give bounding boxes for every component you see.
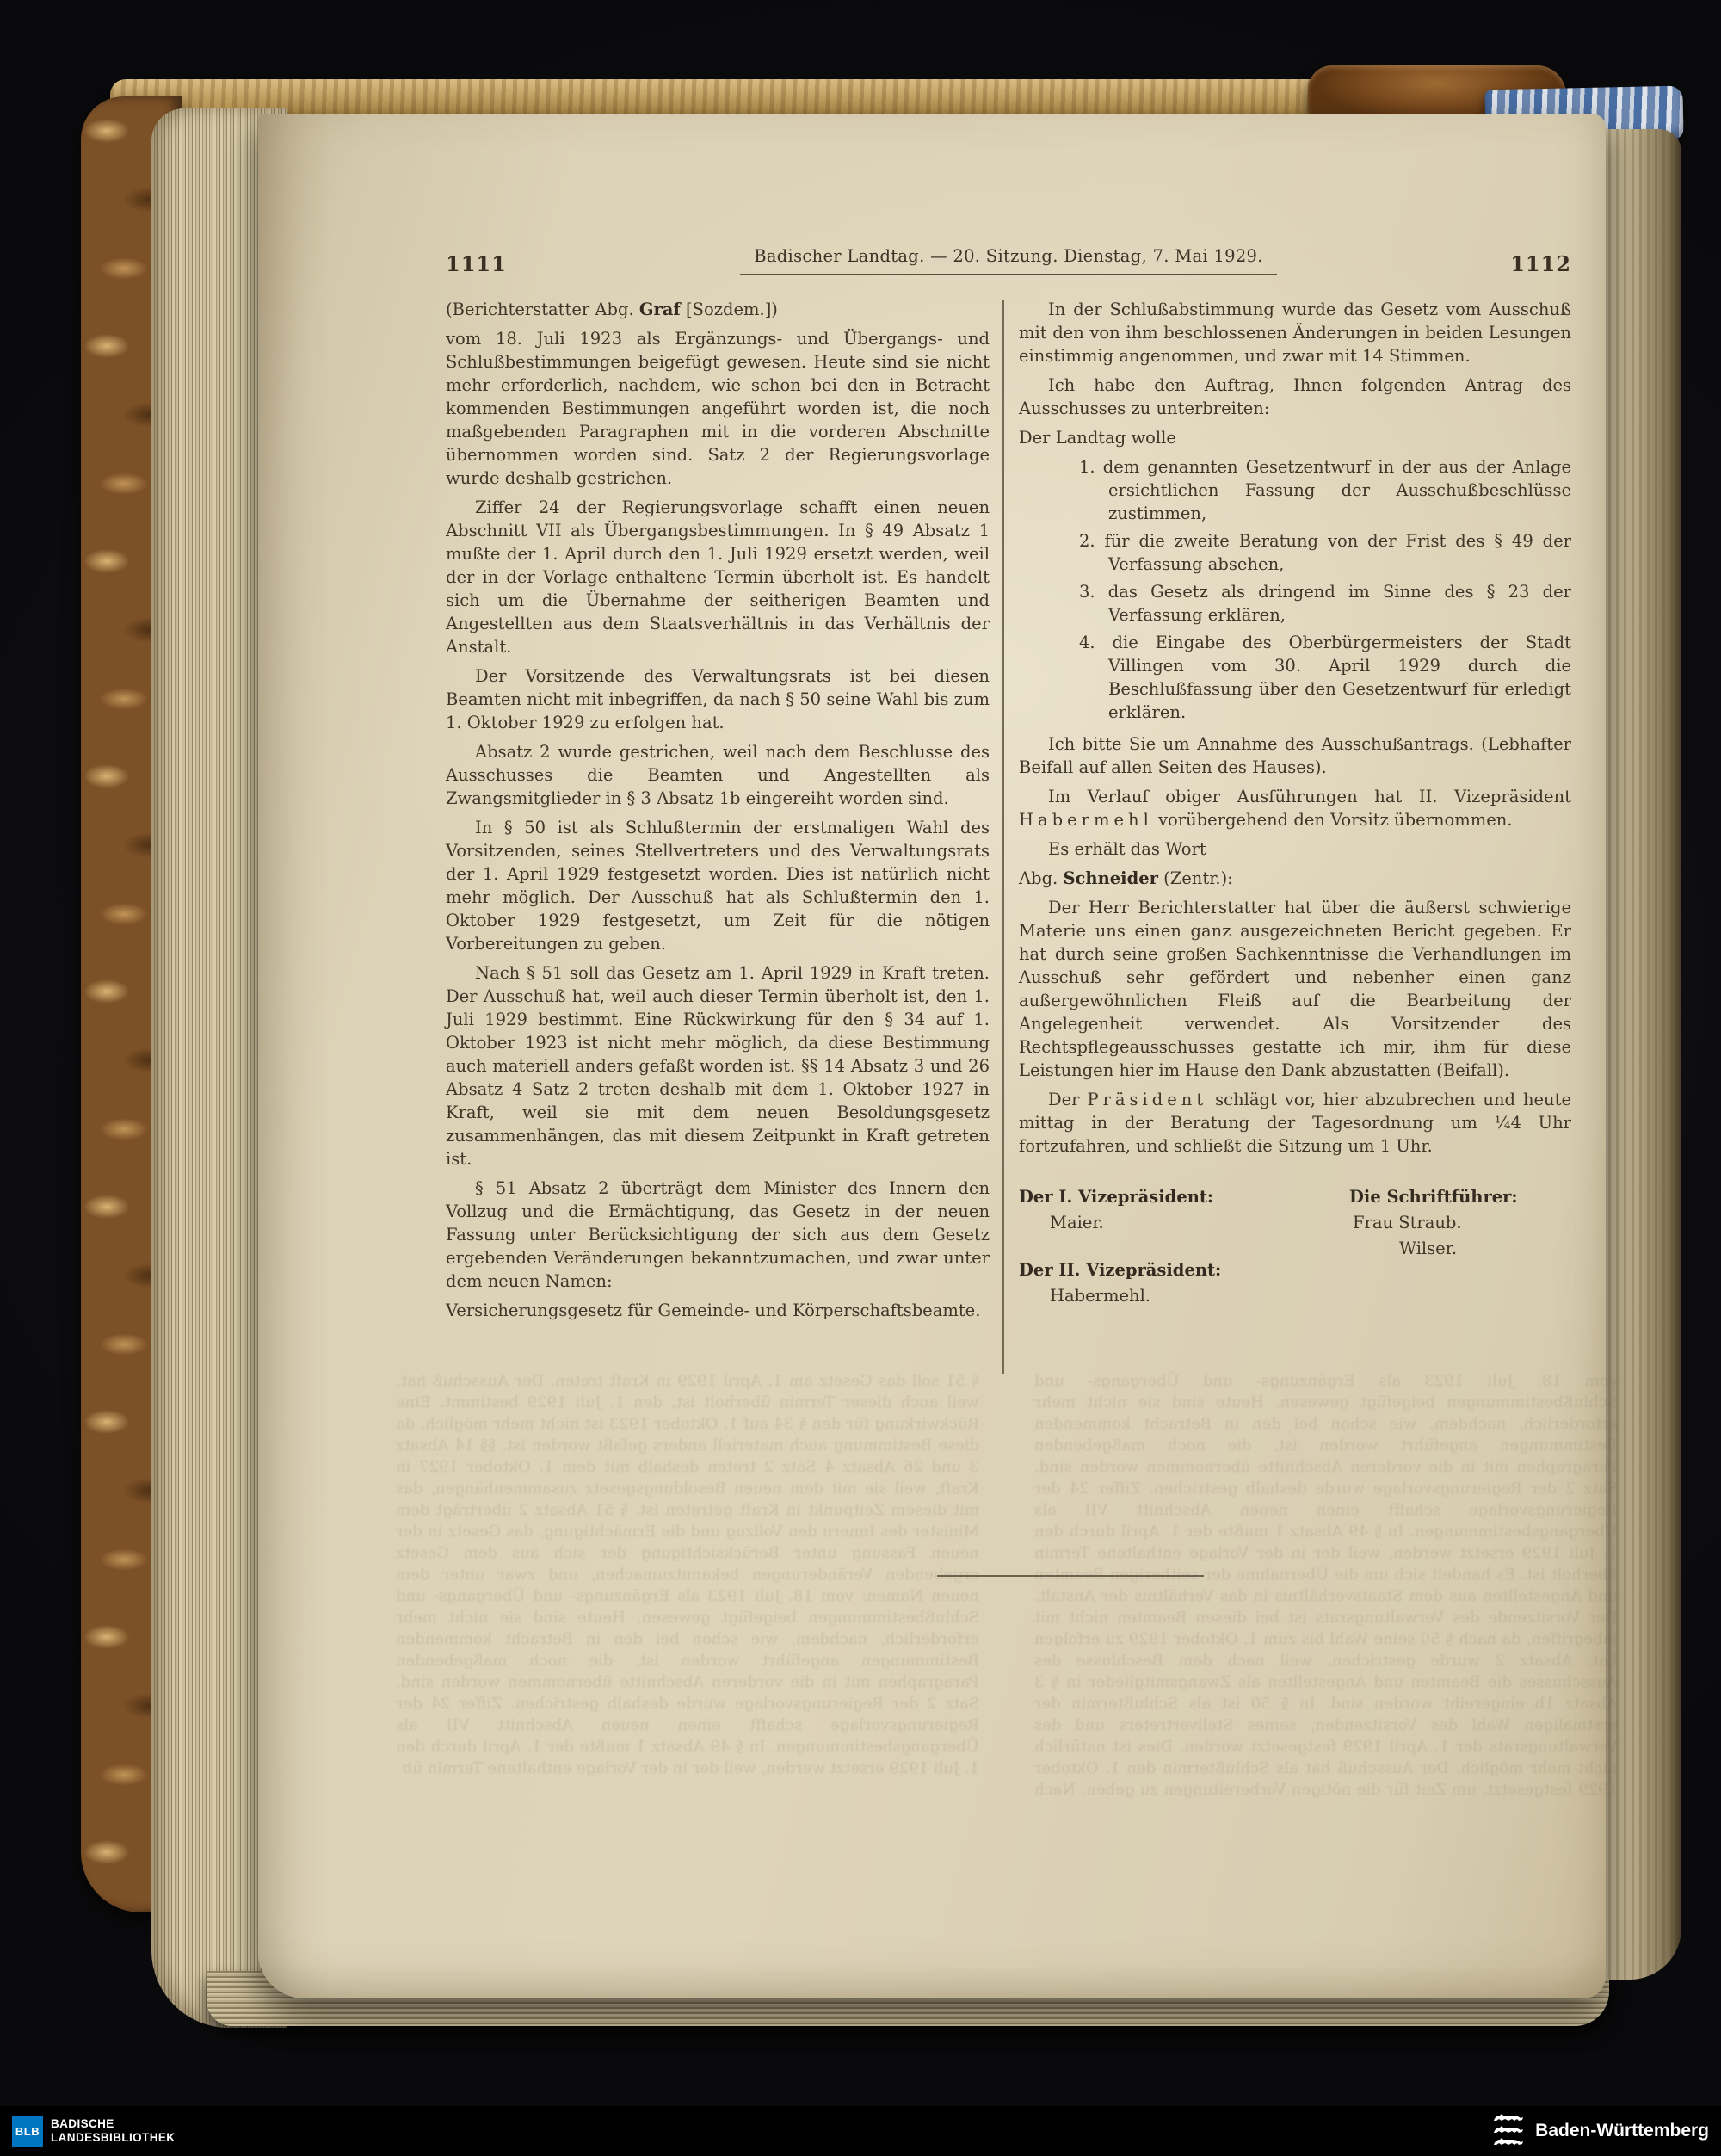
column-divider [1002,300,1004,1374]
interlude-prefix: Im Verlauf obiger Ausführungen hat II. Vizepräsident [1048,787,1571,806]
paragraph: In § 50 ist als Schlußtermin der erstmaligen Wahl des Vorsitzenden, seines Stellvertreters und des Verwaltungsrats der 1. April 1929 festgesetzt worden. Dies ist natürlich nicht mehr möglich. Der Ausschuß hat als Schlußtermin den 1. Oktober 1929 festgesetzt, um Zeit für die nötigen Vorbereitungen zu geben. [446,818,990,954]
blb-logo[interactable] [12,2116,175,2147]
law-title: Versicherungsgesetz für Gemeinde- und Körperschaftsbeamte. [446,1300,981,1320]
blb-label [51,2117,175,2145]
paragraph: Nach § 51 soll das Gesetz am 1. April 1929 in Kraft treten. Der Ausschuß hat, weil auch dieser Termin überholt ist, den 1. Juli 1929 bestimmt. Eine Rückwirkung für den § 34 auf 1. Oktober 1923 ist nicht mehr möglich, da diese Bestimmung auch materiell anders gefaßt worden ist. §§ 14 Absatz 3 und 26 Absatz 4 Satz 2 treten deshalb mit dem 1. Oktober 1927 in Kraft, weil sie mit dem neuen Besoldungsgesetz zusammenhängen, das mit diesem Zeitpunkt in Kraft getreten ist. [446,963,990,1169]
motion-list [1019,455,1571,724]
signatures-block [1019,1185,1571,1310]
column-left [446,298,990,1374]
bw-label: Baden-Württemberg [1535,2121,1709,2141]
speaker-suffix: (Zentr.): [1157,868,1233,888]
running-title: Badischer Landtag. — 20. Sitzung. Dienstag, 7. Mai 1929. [740,244,1277,275]
page-stack-right [1601,129,1681,1980]
paragraph: Absatz 2 wurde gestrichen, weil nach dem Beschlusse des Ausschusses die Beamten und Angestellten als Zwangsmitglieder in § 3 Absatz 1b eingereiht worden sind. [446,742,990,808]
motion-item: 2. für die zweite Beratung von der Frist des § 49 der Verfassung absehen, [1079,531,1571,574]
vp2-name: Habermehl. [1050,1286,1150,1306]
paragraph: Ich habe den Auftrag, Ihnen folgenden Antrag des Ausschusses zu unterbreiten: [1019,375,1571,418]
motion-intro: Der Landtag wolle [1019,428,1176,448]
viewer-footer [0,2106,1721,2156]
vp1-name: Maier. [1050,1213,1104,1232]
vp1-label: Der I. Vizepräsident: [1019,1187,1214,1207]
paragraph: Ziffer 24 der Regierungsvorlage schafft einen neuen Abschnitt VII als Übergangsbestimmungen. In § 49 Absatz 1 mußte der 1. April durch den 1. Juli 1929 ersetzt werden, weil der in der Vorlage enthaltene Termin überholt ist. Es handelt sich um die Übernahme der seitherigen Beamten und Angestellten aus dem Staatsverhältnis in das Verhältnis der Anstalt. [446,497,990,657]
bw-coat-of-arms-icon [1490,2111,1527,2151]
vp2-label: Der II. Vizepräsident: [1019,1260,1222,1280]
signatures-right [1349,1185,1571,1310]
closing-suffix: schlägt vor, hier abzubrechen und heute mittag in der Beratung der Tagesordnung um ¼4 Uhr fortzufahren, und schließt die Sitzung um 1 Uhr. [1019,1090,1571,1156]
page-header [446,244,1571,275]
signatures-left [1019,1185,1349,1310]
blb-line1: BADISCHE [51,2116,114,2130]
paragraph: Der Herr Berichterstatter hat über die äußerst schwierige Materie uns einen ganz ausgezeichneten Bericht gegeben. Er hat durch seine großen Sachkenntnisse die Verhandlungen im Ausschuß sehr gefördert und nebenher einen ganz außergewöhnlichen Fleiß auf die Bearbeitung der Angelegenheit verwendet. Als Vorsitzender des Rechtspflegeausschusses gestatte ich mir, ihm für diese Leistungen hier im Hause den Dank abzustatten (Beifall). [1019,898,1571,1080]
secretary1-name: Frau Straub. [1353,1213,1462,1232]
paragraph: Ich bitte Sie um Annahme des Ausschußantrags. (Lebhafter Beifall auf allen Seiten des Hauses). [1019,734,1571,777]
speaker-name: Schneider [1063,868,1158,888]
motion-item: 3. das Gesetz als dringend im Sinne des § 23 der Verfassung erklären, [1079,582,1571,625]
reporter-suffix: [Sozdem.]) [680,300,778,319]
column-right [1019,298,1571,1374]
two-column-text [446,298,1571,1374]
paragraph: § 51 Absatz 2 überträgt dem Minister des Innern den Vollzug und die Ermächtigung, das Gesetz in der neuen Fassung unter Berücksichtigung der sich aus dem Gesetz ergebenden Veränderungen bekanntzumachen, und zwar unter dem neuen Namen: [446,1178,990,1291]
printed-text-block [446,244,1571,1374]
secretary2-name: Wilser. [1399,1239,1458,1258]
speaker-line [1019,867,1571,890]
paragraph: In der Schlußabstimmung wurde das Gesetz vom Ausschuß mit den von ihm beschlossenen Änderungen in beiden Lesungen einstimmig angenommen, und zwar mit 14 Stimmen. [1019,300,1571,366]
section-rule [937,1575,1204,1577]
page-number-left: 1111 [446,251,507,276]
interlude-suffix: vorübergehend den Vorsitz übernommen. [1152,810,1513,830]
book-page [258,114,1618,1998]
call-to-speak: Es erhält das Wort [1048,839,1206,859]
reporter-prefix: (Berichterstatter Abg. [446,300,639,319]
blb-abbr: BLB [15,2124,40,2138]
interlude-name: Habermehl [1019,810,1153,830]
speaker-prefix: Abg. [1019,868,1064,888]
motion-item: 4. die Eingabe des Oberbürgermeisters der Stadt Villingen vom 30. April 1929 durch die Beschlußfassung über den Gesetzentwurf für erledigt erklären. [1079,633,1571,722]
closing-note [1019,1088,1571,1158]
interlude-note [1019,785,1571,831]
blb-logo-icon [12,2116,43,2147]
reporter-name: Graf [638,300,681,319]
secretaries-label: Die Schriftführer: [1349,1187,1518,1207]
closing-name: Präsident [1087,1090,1208,1109]
blb-line2: LANDESBIBLIOTHEK [51,2131,176,2144]
reporter-line [446,298,990,321]
paragraph: Der Vorsitzende des Verwaltungsrats ist bei diesen Beamten nicht mit inbegriffen, da nach § 50 seine Wahl bis zum 1. Oktober 1929 zu erfolgen hat. [446,666,990,732]
bleedthrough-text: vom 18. Juli 1923 als Ergänzungs- und Übergangs- und Schlußbestimmungen beigefügt gewesen. Heute sind sie nicht mehr erforderlich, nachdem, wie schon bei den in Betracht kommenden Bestimmungen angeführt worden ist, die noch maßgebenden Paragraphen mit in die vorderen Abschnitte übernommen worden sind. Satz 2 der Regierungsvorlage wurde deshalb gestrichen. Ziffer 24 der Regierungsvorlage schafft einen neuen Abschnitt VII als Übergangsbestimmungen. In § 49 Absatz 1 mußte der 1. April durch den 1. Juli 1929 ersetzt werden, weil der in der Vorlage enthaltene Termin überholt ist. Es handelt sich um die Übernahme der seitherigen Beamten und Angestellten aus dem Staatsverhältnis in das Verhältnis der Anstalt. Der Vorsitzende des Verwaltungsrats ist bei diesen Beamten nicht mit inbegriffen, da nach § 50 seine Wahl bis zum 1. Oktober 1929 zu erfolgen hat. Absatz 2 wurde gestrichen, weil nach dem Beschlusse des Ausschusses die Beamten und Angestellten als Zwangsmitglieder in § 3 Absatz 1b eingereiht worden sind. In § 50 ist als Schlußtermin der erstmaligen Wahl des Vorsitzenden, seines Stellvertreters und des Verwaltungsrats der 1. April 1929 festgesetzt worden. Dies ist natürlich nicht mehr möglich. Der Ausschuß hat als Schlußtermin den 1. Oktober 1929 festgesetzt, um Zeit für die nötigen Vorbereitungen zu geben. Nach § 51 soll das Gesetz am 1. April 1929 in Kraft treten. Der Ausschuß hat, weil auch dieser Termin überholt ist, den 1. Juli 1929 bestimmt. Eine Rückwirkung für den § 34 auf 1. Oktober 1923 ist nicht mehr möglich, da diese Bestimmung auch materiell anders gefaßt worden ist. §§ 14 Absatz 3 und 26 Absatz 4 Satz 2 treten deshalb mit dem 1. Oktober 1927 in Kraft, weil sie mit dem neuen Besoldungsgesetz zusammenhängen, das mit diesem Zeitpunkt in Kraft getreten ist. § 51 Absatz 2 überträgt dem Minister des Innern den Vollzug und die Ermächtigung, das Gesetz in der neuen Fassung unter Berücksichtigung der sich aus dem Gesetz ergebenden Veränderungen bekanntzumachen, und zwar unter dem neuen Namen: vom 18. Juli 1923 als Ergänzungs- und Übergangs- und Schlußbestimmungen beigefügt gewesen. Heute sind sie nicht mehr erforderlich, nachdem, wie schon bei den in Betracht kommenden Bestimmungen angeführt worden ist, die noch maßgebenden Paragraphen mit in die vorderen Abschnitte übernommen worden sind. Satz 2 der Regierungsvorlage wurde deshalb gestrichen. Ziffer 24 der Regierungsvorlage schafft einen neuen Abschnitt VII als Übergangsbestimmungen. In § 49 Absatz 1 mußte der 1. April durch den 1. Juli 1929 ersetzt werden, weil der in der Vorlage enthaltene Termin üb [396,1372,1618,1799]
motion-item: 1. dem genannten Gesetzentwurf in der aus der Anlage ersichtlichen Fassung der Ausschußbeschlüsse zustimmen, [1079,457,1571,523]
page-number-right: 1112 [1510,251,1571,276]
paragraph: vom 18. Juli 1923 als Ergänzungs- und Übergangs- und Schlußbestimmungen beigefügt gewesen. Heute sind sie nicht mehr erforderlich, nachdem, wie schon bei den in Betracht kommenden Bestimmungen angeführt worden ist, die noch maßgebenden Paragraphen mit in die vorderen Abschnitte übernommen worden sind. Satz 2 der Regierungsvorlage wurde deshalb gestrichen. [446,329,990,488]
bw-logo[interactable] [1490,2111,1709,2151]
closing-prefix: Der [1048,1090,1088,1109]
